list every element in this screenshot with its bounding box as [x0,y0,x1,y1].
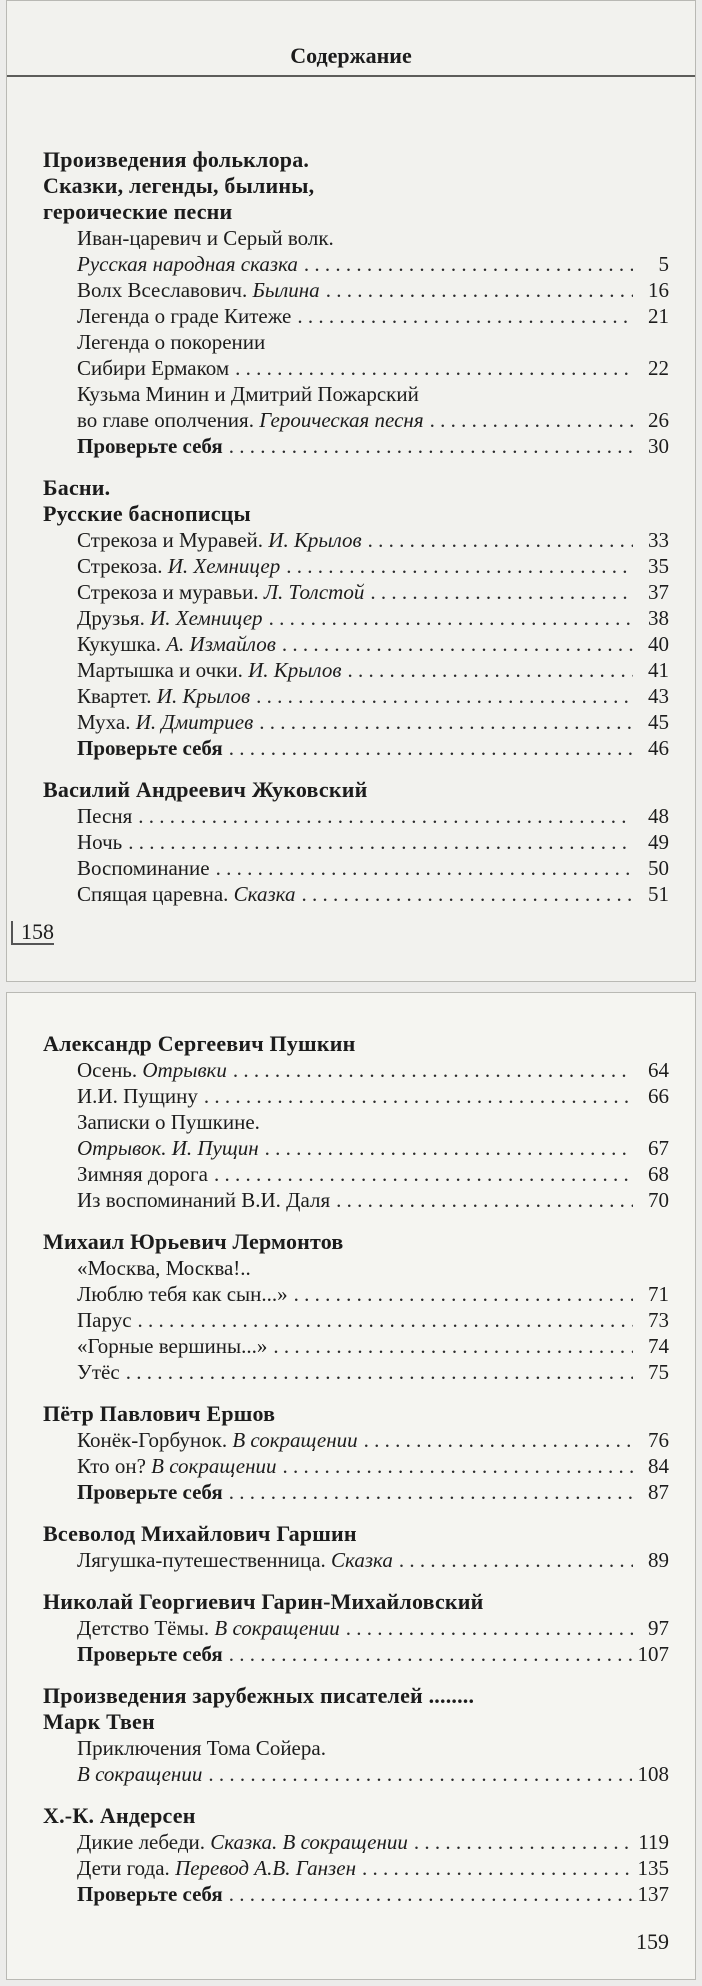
entry-page-number: 87 [648,1480,669,1504]
toc-entry[interactable] [77,1881,669,1907]
entry-title: Проверьте себя [77,434,223,458]
toc-entry[interactable] [77,1359,669,1385]
entry-title: Муха. [77,710,131,734]
contents-heading: Содержание [290,43,412,68]
dot-leader [294,1281,633,1307]
entry-page-number: 137 [637,1882,669,1906]
dot-leader [273,1333,633,1359]
section-title: Александр Сергеевич Пушкин [43,1031,356,1056]
entry-title: Приключения Тома Сойера. [77,1736,326,1760]
entry-page-number: 30 [648,434,669,458]
entry-page-number: 89 [648,1548,669,1572]
entry-title: Парус [77,1308,132,1332]
entry-subtitle: Сказка [331,1548,393,1572]
dot-leader [256,683,633,709]
contents-list-right [7,1031,695,1923]
entry-page-number: 46 [648,736,669,760]
entry-subtitle: И. Дмитриев [135,710,254,734]
entry-subtitle: Сказка [233,882,296,906]
toc-entry[interactable] [77,225,669,251]
toc-entry[interactable] [77,709,669,735]
entry-title: Проверьте себя [77,736,223,760]
entry-page-number: 74 [648,1334,669,1358]
toc-entry[interactable] [77,803,669,829]
toc-entry[interactable] [77,1615,669,1641]
entry-title: Друзья. [77,606,145,630]
entry-subtitle: Л. Толстой [263,580,365,604]
entry-subtitle: А. Измайлов [166,632,276,656]
contents-page-right [6,992,696,1980]
dot-leader [430,407,633,433]
entry-title: Спящая царевна. [77,882,229,906]
entry-page-number: 41 [648,658,669,682]
entry-title: Из воспоминаний В.И. Даля [77,1188,331,1212]
entry-page-number: 67 [648,1136,669,1160]
entry-page-number: 26 [648,408,669,432]
toc-entry[interactable] [77,605,669,631]
dot-leader [208,1761,631,1787]
entry-page-number: 71 [648,1282,669,1306]
entry-title: Проверьте себя [77,1480,223,1504]
toc-entry[interactable] [77,1161,669,1187]
toc-entry[interactable] [77,1135,669,1161]
entry-title: Мартышка и очки. [77,658,243,682]
dot-leader [138,803,633,829]
entry-title: во главе ополчения. [77,408,254,432]
toc-section [7,1589,695,1667]
dot-leader [304,251,633,277]
dot-leader [229,1641,632,1667]
section-title: Русские баснописцы [43,501,251,526]
toc-section [7,1031,695,1213]
entry-page-number: 64 [648,1058,669,1082]
entry-page-number: 48 [648,804,669,828]
section-title: Сказки, легенды, былины, [43,173,315,198]
dot-leader [399,1547,633,1573]
toc-section [7,1401,695,1505]
entry-title: Люблю тебя как сын...» [77,1282,288,1306]
toc-entry[interactable] [77,329,669,355]
entry-page-number: 49 [648,830,669,854]
entry-page-number: 84 [648,1454,669,1478]
entry-title: Стрекоза и муравьи. [77,580,259,604]
entry-title: Волх Всеславович. [77,278,248,302]
toc-entry[interactable] [77,1083,669,1109]
dot-leader [214,1161,633,1187]
dot-leader [282,631,633,657]
dot-leader [229,433,633,459]
entry-title: Иван-царевич и Серый волк. [77,226,334,250]
entry-title: Кузьма Минин и Дмитрий Пожарский [77,382,419,406]
dot-leader [235,355,633,381]
toc-entry[interactable] [77,735,669,761]
entry-title: Конёк-Горбунок. [77,1428,228,1452]
toc-entry[interactable] [77,881,669,907]
entry-page-number: 45 [648,710,669,734]
entry-title: Осень. [77,1058,138,1082]
entry-title: Записки о Пушкине. [77,1110,260,1134]
entry-page-number: 66 [648,1084,669,1108]
entry-page-number: 21 [648,304,669,328]
entry-subtitle: Сказка. В сокращении [210,1830,408,1854]
dot-leader [283,1453,634,1479]
section-title: Басни. [43,475,111,500]
entry-title: «Москва, Москва!.. [77,1256,251,1280]
entry-subtitle: В сокращении [77,1762,203,1786]
entry-title: Проверьте себя [77,1642,223,1666]
dot-leader [368,527,633,553]
toc-entry[interactable] [77,553,669,579]
entry-page-number: 33 [648,528,669,552]
entry-title: Детство Тёмы. [77,1616,210,1640]
entry-page-number: 119 [638,1830,669,1854]
entry-page-number: 37 [648,580,669,604]
entry-page-number: 68 [648,1162,669,1186]
entry-subtitle: В сокращении [151,1454,277,1478]
dot-leader [326,277,633,303]
toc-entry[interactable] [77,251,669,277]
toc-entry[interactable] [77,657,669,683]
dot-leader [265,1135,633,1161]
entry-subtitle: Перевод А.В. Ганзен [175,1856,356,1880]
entry-page-number: 5 [658,252,669,276]
toc-entry[interactable] [77,1761,669,1787]
section-title: Василий Андреевич Жуковский [43,777,368,802]
toc-entry[interactable] [77,1057,669,1083]
entry-title: Сибири Ермаком [77,356,230,380]
entry-page-number: 35 [648,554,669,578]
entry-subtitle: Отрывок. И. Пущин [77,1136,259,1160]
dot-leader [204,1083,633,1109]
toc-entry[interactable] [77,1735,669,1761]
contents-list-left [7,147,695,923]
entry-title: Песня [77,804,133,828]
toc-entry[interactable] [77,1855,669,1881]
entry-page-number: 107 [637,1642,669,1666]
entry-title: Проверьте себя [77,1882,223,1906]
toc-entry[interactable] [77,433,669,459]
entry-title: Утёс [77,1360,120,1384]
dot-leader [414,1829,632,1855]
toc-entry[interactable] [77,277,669,303]
entry-page-number: 50 [648,856,669,880]
entry-subtitle: Героическая песня [259,408,424,432]
dot-leader [370,579,633,605]
toc-entry[interactable] [77,407,669,433]
toc-entry[interactable] [77,381,669,407]
entry-title: Ночь [77,830,123,854]
entry-subtitle: В сокращении [214,1616,340,1640]
section-title: Пётр Павлович Ершов [43,1401,276,1426]
toc-entry[interactable] [77,683,669,709]
toc-section [7,1683,695,1787]
entry-title: Кто он? [77,1454,146,1478]
entry-title: Воспоминание [77,856,210,880]
entry-title: Лягушка-путешественница. [77,1548,326,1572]
dot-leader [229,1479,633,1505]
dot-leader [128,829,633,855]
section-title: Всеволод Михайлович Гаршин [43,1521,357,1546]
entry-subtitle: И. Хемницер [167,554,281,578]
dot-leader [216,855,633,881]
dot-leader [286,553,633,579]
section-title: Марк Твен [43,1709,155,1734]
dot-leader [336,1187,633,1213]
toc-entry[interactable] [77,829,669,855]
toc-entry[interactable] [77,579,669,605]
entry-subtitle: И. Крылов [156,684,251,708]
dot-leader [297,303,633,329]
page-number-right: 159 [636,1929,669,1954]
entry-title: И.И. Пущину [77,1084,198,1108]
toc-section [7,1521,695,1573]
section-title: Михаил Юрьевич Лермонтов [43,1229,344,1254]
toc-entry[interactable] [77,1641,669,1667]
dot-leader [259,709,633,735]
dot-leader [126,1359,633,1385]
entry-page-number: 16 [648,278,669,302]
entry-page-number: 51 [648,882,669,906]
entry-subtitle: Былина [252,278,320,302]
entry-subtitle: И. Крылов [268,528,362,552]
entry-title: Дети года. [77,1856,170,1880]
dot-leader [346,1615,633,1641]
entry-subtitle: В сокращении [232,1428,358,1452]
toc-entry[interactable] [77,303,669,329]
dot-leader [362,1855,632,1881]
entry-title: Стрекоза. [77,554,163,578]
contents-page-left [6,0,696,982]
toc-entry[interactable] [77,1479,669,1505]
entry-subtitle: И. Крылов [248,658,342,682]
dot-leader [138,1307,633,1333]
entry-title: Кукушка. [77,632,161,656]
toc-section [7,777,695,907]
toc-entry[interactable] [77,1427,669,1453]
toc-section [7,1803,695,1907]
dot-leader [269,605,633,631]
toc-entry[interactable] [77,1333,669,1359]
entry-subtitle: И. Хемницер [150,606,263,630]
dot-leader [229,735,633,761]
entry-page-number: 76 [648,1428,669,1452]
toc-section [7,475,695,761]
dot-leader [364,1427,633,1453]
toc-section [7,147,695,459]
entry-subtitle: Отрывки [142,1058,227,1082]
heading-divider [7,75,695,77]
toc-entry[interactable] [77,527,669,553]
entry-page-number: 70 [648,1188,669,1212]
section-title: Произведения зарубежных писателей ........ [43,1683,475,1708]
entry-title: «Горные вершины...» [77,1334,268,1358]
entry-title: Квартет. [77,684,152,708]
entry-title: Легенда о граде Китеже [77,304,292,328]
dot-leader [301,881,633,907]
toc-entry[interactable] [77,1547,669,1573]
dot-leader [233,1057,633,1083]
entry-title: Зимняя дорога [77,1162,208,1186]
toc-entry[interactable] [77,1829,669,1855]
entry-page-number: 108 [637,1762,669,1786]
entry-page-number: 40 [648,632,669,656]
toc-entry[interactable] [77,1281,669,1307]
section-title: героические песни [43,199,233,224]
entry-title: Стрекоза и Муравей. [77,528,264,552]
entry-page-number: 38 [648,606,669,630]
entry-page-number: 22 [648,356,669,380]
toc-entry[interactable] [77,855,669,881]
dot-leader [229,1881,632,1907]
toc-entry[interactable] [77,355,669,381]
entry-subtitle: Русская народная сказка [77,252,298,276]
toc-entry[interactable] [77,1307,669,1333]
entry-page-number: 73 [648,1308,669,1332]
entry-page-number: 97 [648,1616,669,1640]
section-title: Х.-К. Андерсен [43,1803,196,1828]
page-number-left: 158 [11,921,54,945]
toc-section [7,1229,695,1385]
toc-entry[interactable] [77,1187,669,1213]
entry-title: Легенда о покорении [77,330,266,354]
toc-entry[interactable] [77,1255,669,1281]
section-title: Николай Георгиевич Гарин-Михайловский [43,1589,484,1614]
toc-entry[interactable] [77,1453,669,1479]
toc-entry[interactable] [77,1109,669,1135]
section-title: Произведения фольклора. [43,147,310,172]
entry-page-number: 43 [648,684,669,708]
dot-leader [347,657,633,683]
entry-title: Дикие лебеди. [77,1830,205,1854]
entry-page-number: 75 [648,1360,669,1384]
toc-entry[interactable] [77,631,669,657]
entry-page-number: 135 [637,1856,669,1880]
